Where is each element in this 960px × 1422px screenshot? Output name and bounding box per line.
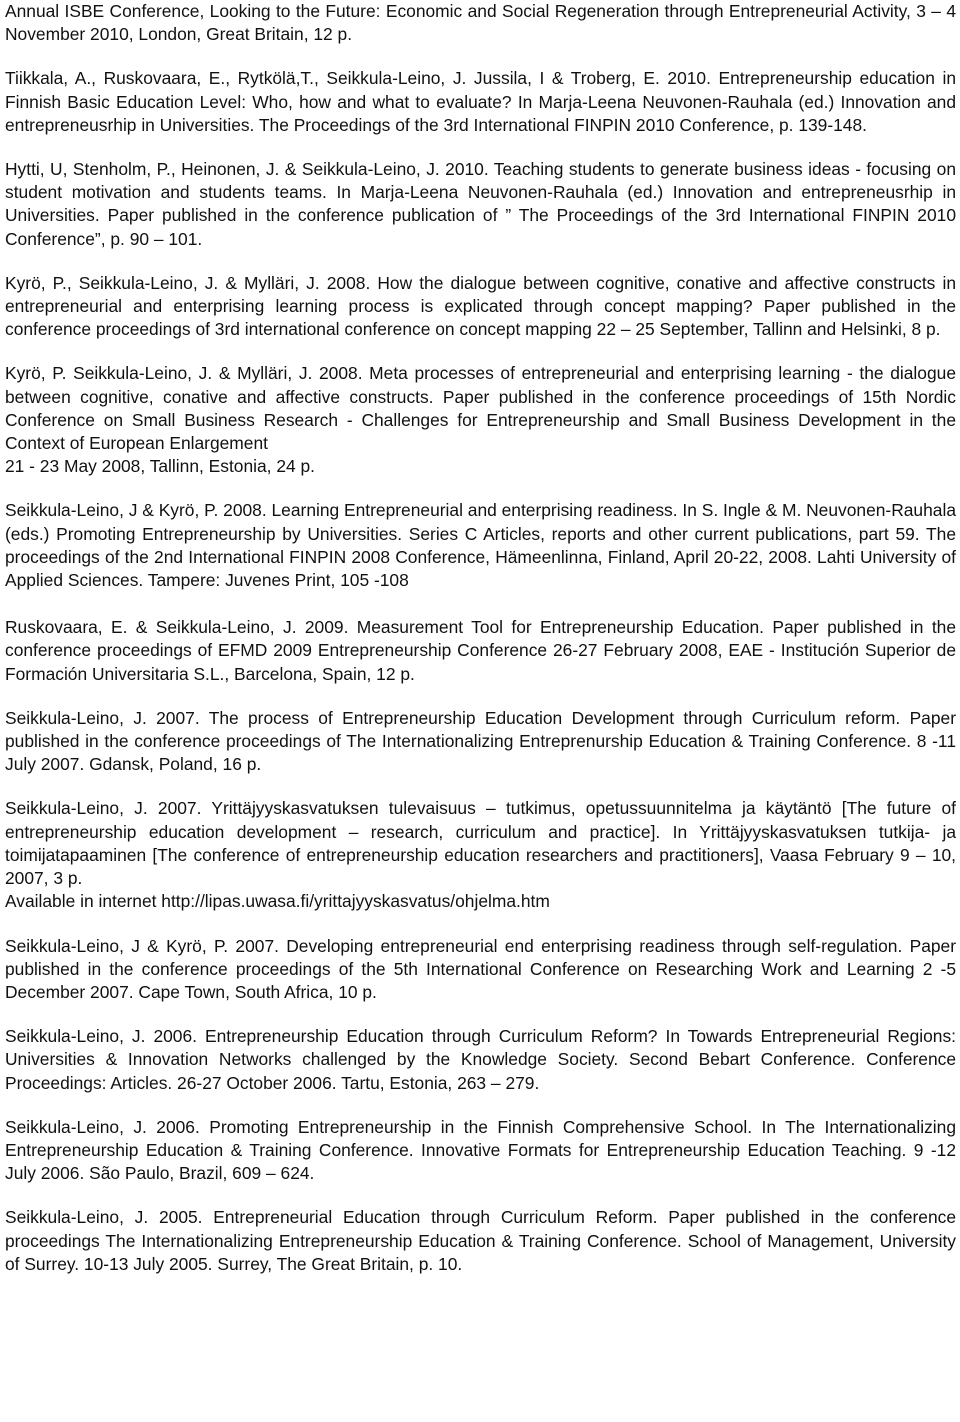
reference-seikkula-2006-finnish-school: Seikkula-Leino, J. 2006. Promoting Entrepreneurship in the Finnish Comprehensive School. In The Internationalizing Entrepreneurship Education & Training Conference. Innovative Formats for Entrepreneurship Education Teaching. 9 -12 July 2006. São Paulo, Brazil, 609 – 624. [5,1116,956,1184]
reference-seikkula-2007-yrittajyys: Seikkula-Leino, J. 2007. Yrittäjyyskasvatuksen tulevaisuus – tutkimus, opetussuunnitelma ja käytäntö [The future of entrepreneurship education development – research, curriculum and practice]. In Yrittäjyyskasvatuksen tutkija- ja toimijatapaaminen [The conference of entrepreneurship education researchers and practitioners], Vaasa February 9 – 10, 2007, 3 p. [5,798,956,889]
reference-tiikkala-2010: Tiikkala, A., Ruskovaara, E., Rytkölä,T., Seikkula-Leino, J. Jussila, I & Troberg, E. 2010. Entrepreneurship education in Finnish Basic Education Level: Who, how and what to evaluate? In Marja-Leena Neuvonen-Rauhala (ed.) Innovation and entrepreneusrhip in Universities. The Proceedings of the 3rd International FINPIN 2010 Conference, p. 139-148. [5,68,956,135]
reference-seikkula-2006-regions: Seikkula-Leino, J. 2006. Entrepreneurship Education through Curriculum Reform? In Towards Entrepreneurial Regions: Universities & Innovation Networks challenged by the Knowledge Society. Second Bebart Conference. Conference Proceedings: Articles. 26-27 October 2006. Tartu, Estonia, 263 – 279. [5,1026,956,1093]
reference-kyro-2008-meta-processes-details: 21 - 23 May 2008, Tallinn, Estonia, 24 p. [5,456,316,477]
reference-kyro-2008-concept-mapping: Kyrö, P., Seikkula-Leino, J. & Mylläri, J. 2008. How the dialogue between cognitive, conative and affective constructs in entrepreneurial and enterprising learning process is explicated through concept mapping? Paper published in the conference proceedings of 3rd international conference on concept mapping 22 – 25 September, Tallinn and Helsinki, 8 p. [5,272,956,340]
reference-seikkula-2005-curriculum: Seikkula-Leino, J. 2005. Entrepreneurial Education through Curriculum Reform. Paper published in the conference proceedings The Internationalizing Entrepreneurship Education & Training Conference. School of Management, University of Surrey. 10-13 July 2005. Surrey, The Great Britain, p. 10. [5,1207,956,1274]
reference-seikkula-kyro-2008: Seikkula-Leino, J & Kyrö, P. 2008. Learning Entrepreneurial and enterprising readiness. In S. Ingle & M. Neuvonen-Rauhala (eds.) Promoting Entrepreneurship by Universities. Series C Articles, reports and other current publications, part 59. The proceedings of the 2nd International FINPIN 2008 Conference, Hämeenlinna, Finland, April 20-22, 2008. Lahti University of Applied Sciences. Tampere: Juvenes Print, 105 -108 [5,500,956,591]
reference-seikkula-kyro-2007: Seikkula-Leino, J & Kyrö, P. 2007. Developing entrepreneurial end enterprising readiness through self-regulation. Paper published in the conference proceedings of the 5th International Conference on Researching Work and Learning 2 -5 December 2007. Cape Town, South Africa, 10 p. [5,935,956,1002]
reference-seikkula-2007-curriculum: Seikkula-Leino, J. 2007. The process of Entrepreneurship Education Development through Curriculum reform. Paper published in the conference proceedings of The Internationalizing Entreprenurship Education & Training Conference. 8 -11 July 2007. Gdansk, Poland, 16 p. [5,707,956,775]
reference-hytti-2010: Hytti, U, Stenholm, P., Heinonen, J. & Seikkula-Leino, J. 2010. Teaching students to generate business ideas - focusing on student motivation and students teams. In Marja-Leena Neuvonen-Rauhala (ed.) Innovation and entrepreneusrhip in Universities. Paper published in the conference publication of ” The Proceedings of the 3rd International FINPIN 2010 Conference”, p. 90 – 101. [5,159,956,249]
reference-kyro-2008-meta-processes: Kyrö, P. Seikkula-Leino, J. & Mylläri, J. 2008. Meta processes of entrepreneurial and enterprising learning - the dialogue between cognitive, conative and affective constructs. Paper published in the conference proceedings of 15th Nordic Conference on Small Business Research - Challenges for Entrepreneurship and Small Business Development in the Context of European Enlargement [5,363,956,454]
reference-ruskovaara-2009: Ruskovaara, E. & Seikkula-Leino, J. 2009. Measurement Tool for Entrepreneurship Education. Paper published in the conference proceedings of EFMD 2009 Entrepreneurship Conference 26-27 February 2008, EAE - Institución Superior de Formación Universitaria S.L., Barcelona, Spain, 12 p. [5,617,956,684]
reference-available-internet: Available in internet http://lipas.uwasa.fi/yrittajyyskasvatus/ohjelma.htm [5,891,550,912]
reference-isbe-2010: Annual ISBE Conference, Looking to the Future: Economic and Social Regeneration through Entrepreneurial Activity, 3 – 4 November 2010, London, Great Britain, 12 p. [5,1,956,45]
